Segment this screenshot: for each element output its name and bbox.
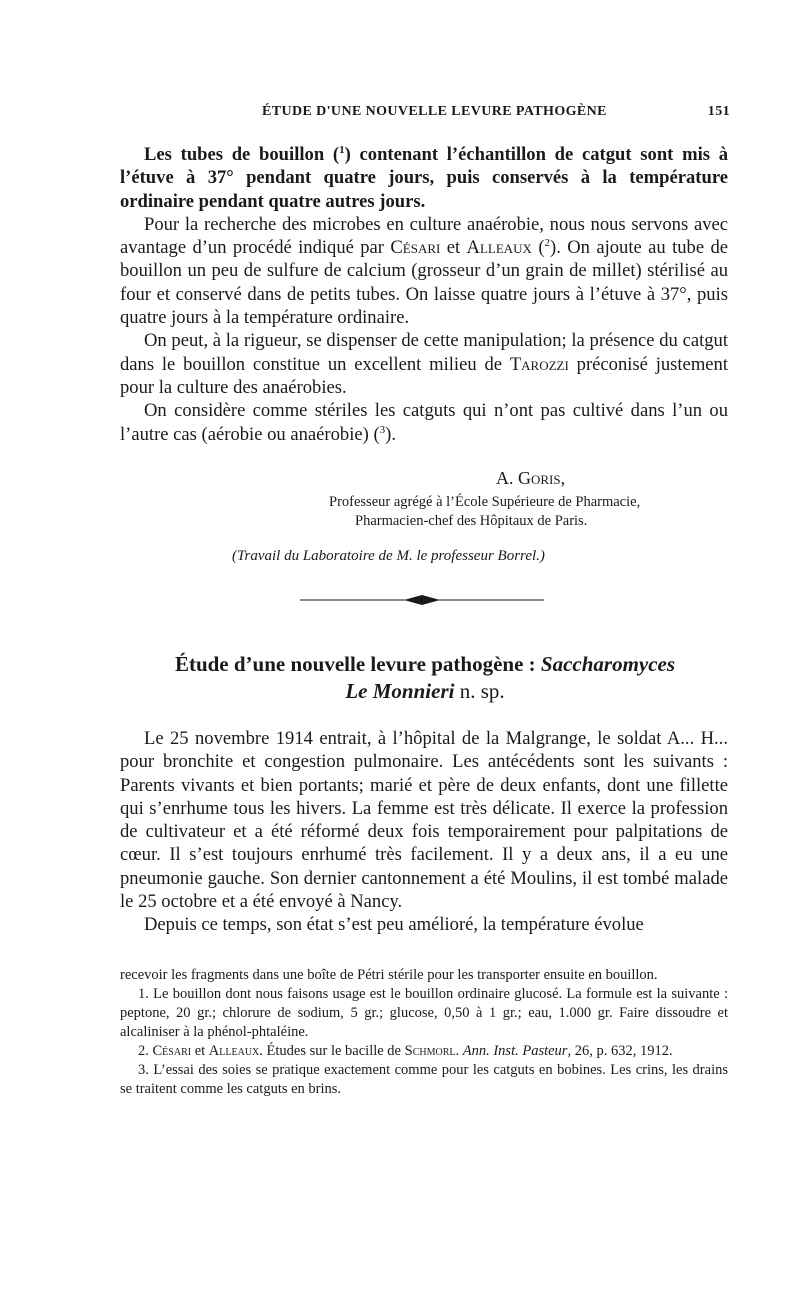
footnote-ref: 2 [544,237,551,249]
paragraph: Depuis ce temps, son état s’est peu amélioré, la température évolue [144,914,644,936]
footnote-ref: 1 [339,143,345,156]
footnote-3: 3. L’essai des soies se pratique exactement comme pour les catguts en bobines. Les crins, les drains se traitent comme les catguts en brins. [120,1062,728,1097]
section-catgut-sterility [120,143,728,446]
running-head-title: ÉTUDE D'UNE NOUVELLE LEVURE PATHOGÈNE [262,104,607,119]
author-signature: A. Goris, [496,468,566,488]
section-divider-ornament [300,592,544,608]
paragraph: Le 25 novembre 1914 entrait, à l’hôpital de la Malgrange, le soldat A... H... pour bronchite et congestion pulmonaire. Les antécédents sont les suivants : Parents vivants et bien portants; marié et père de deux enfants, dont une fillette qui s’enrhume tous les hivers. La femme est très délicate. Il exerce la profession de cultivateur et a été réformé deux fois temporairement pour palpitations de cœur. Il s’est toujours enrhumé très facilement. Il y a deux ans, il a eu une pneumonie gauche. Son dernier cantonnement a été Moulins, il est tombé malade le 25 octobre et a été envoyé à Nancy. [120,728,728,913]
paragraph: Pour la recherche des microbes en culture anaérobie, nous nous servons avec avantage d’un procédé indiqué par Césari et Alleaux ($^2$). On ajoute au tube de bouillon un peu de sulfure de calcium (grosseur d’un grain de millet) stérilisé au four et conservé dans de petits tubes. On laisse quatre jours à l’étuve à 37°, puis quatre jours à la température ordinaire. [120,213,729,329]
footnote-ref: 3 [379,423,386,436]
paragraph: On peut, à la rigueur, se dispenser de cette manipulation; la présence du catgut dans le bouillon constitue un excellent milieu de Tarozzi préconisé justement pour la culture des anaérobies. [120,330,728,398]
footnotes [120,966,728,1099]
author-affiliation-2: Pharmacien-chef des Hôpitaux de Paris. [355,513,588,529]
footnote-2: 2. Césari et Alleaux. Études sur le bacille de Schmorl. Ann. Inst. Pasteur, 26, p. 632, 1912. [138,1043,673,1059]
footnote-continuation: recevoir les fragments dans une boîte de Pétri stérile pour les transporter ensuite en bouillon. [120,967,658,983]
author-affiliation-1: Professeur agrégé à l’École Supérieure de Pharmacie, [329,494,641,510]
page-number: 151 [707,104,730,119]
footnote-1: 1. Le bouillon dont nous faisons usage est le bouillon ordinaire glucosé. La formule est la suivante : peptone, 20 gr.; chlorure de sodium, 5 gr.; glucose, 0,50 à 1 gr.; eau, 1.000 gr. Faire dissoudre et alcaliniser à la phénol-phtaléine. [120,986,728,1040]
article-title: Étude d’une nouvelle levure pathogène : Saccharomyces Le Monnieri n. sp. [174,652,676,703]
paragraph: On considère comme stériles les catguts qui n’ont pas cultivé dans l’un ou l’autre cas (aérobie ou anaérobie) ($^3$). [120,400,728,445]
section-case-report [120,727,728,937]
laboratory-credit: (Travail du Laboratoire de M. le professeur Borrel.) [232,548,545,564]
paragraph: Les tubes de bouillon ($^1$) contenant l’échantillon de catgut sont mis à l’étuve à 37° pendant quatre jours, puis conservés à la température ordinaire pendant quatre autres jours. [120,143,729,212]
